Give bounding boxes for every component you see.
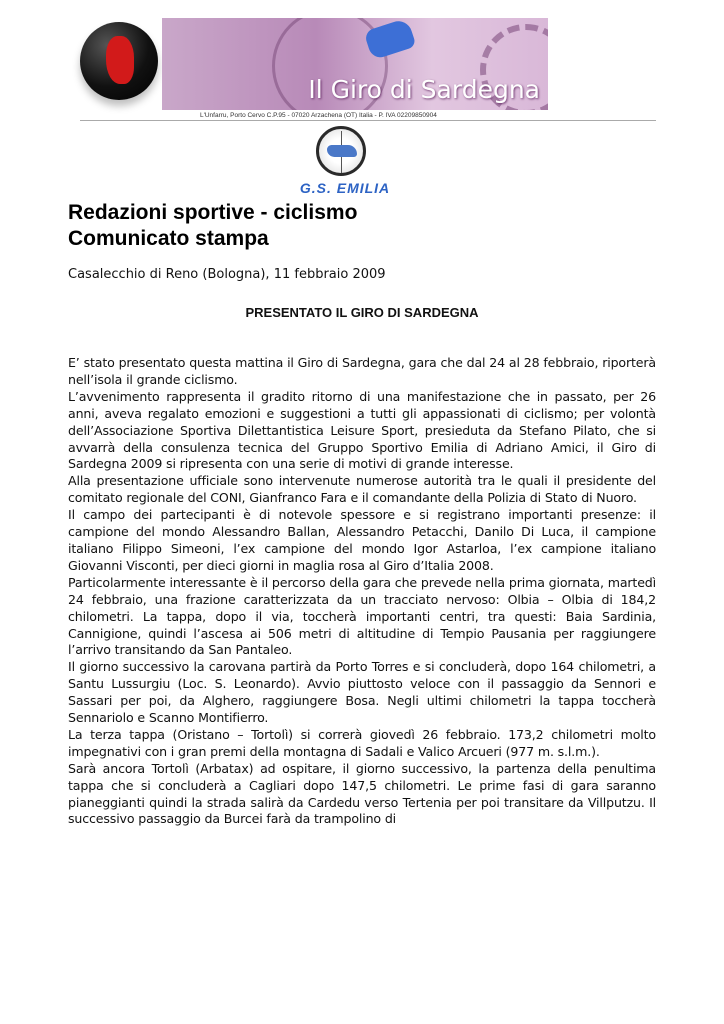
headline [68, 200, 357, 252]
cyclist-glove-icon [363, 18, 416, 60]
dateline: Casalecchio di Reno (Bologna), 11 febbraio 2009 [68, 267, 386, 282]
club-logo-text: G.S. EMILIA [299, 180, 391, 196]
sardinia-island-icon [106, 36, 134, 84]
paragraph: Il campo dei partecipanti è di notevole spessore e si registrano importanti presenze: il campione del mondo Alessandro Ballan, Alessandro Petacchi, Danilo Di Luca, il campione italiano Filippo Simeoni, l’ex campione del mondo Igor Astarloa, l’ex campione italiano Giovanni Visconti, per dieci giorni in maglia rosa al Giro d’Italia 2008. [68, 507, 656, 573]
headline-line-1: Redazioni sportive - ciclismo [68, 201, 358, 224]
letterhead [80, 18, 656, 122]
paragraph: Sarà ancora Tortolì (Arbatax) ad ospitare, il giorno successivo, la partenza della penultima tappa che si concluderà a Cagliari dopo 147,5 chilometri. Le prime fasi di gara saranno pianeggianti quindi la strada salirà da Cardedu verso Tertenia per poi transitare da Villputzu. Il successivo passaggio da Burcei farà da trampolino di [68, 760, 656, 827]
paragraph: La terza tappa (Oristano – Tortolì) si correrà giovedì 26 febbraio. 173,2 chilometri molto impegnativi con i gran premi della montagna di Sadali e Valico Arcueri (977 m. s.l.m.). [68, 726, 656, 759]
banner-image [162, 18, 548, 110]
sardinia-logo [80, 22, 158, 100]
body-text [68, 355, 656, 828]
paragraph: Alla presentazione ufficiale sono intervenute numerose autorità tra le quali il presidente del comitato regionale del CONI, Gianfranco Fara e il comandante della Polizia di Stato di Nuoro. [68, 473, 656, 506]
letterhead-address: L'Unfarru, Porto Cervo C.P.95 - 07020 Arzachena (OT) Italia - P. IVA 02209850904 [200, 112, 437, 119]
press-release-title: PRESENTATO IL GIRO DI SARDEGNA [245, 305, 479, 320]
paragraph: E’ stato presentato questa mattina il Giro di Sardegna, gara che dal 24 al 28 febbraio, riporterà nell’isola il grande ciclismo. [68, 355, 656, 387]
paragraph: Il giorno successivo la carovana partirà da Porto Torres e si concluderà, dopo 164 chilometri, a Santu Lussurgiu (Loc. S. Leonardo). Avvio piuttosto veloce con il passaggio da Sennori e Sassari per poi, da Alghero, raggiungere Bosa. Negli ultimi chilometri la tappa toccherà Sennariolo e Scanno Montifierro. [68, 659, 656, 726]
paragraph: L’avvenimento rappresenta il gradito ritorno di una manifestazione che in passato, per 26 anni, aveva regalato emozioni e suggestioni a tutti gli appassionati di ciclismo; per volontà dell’Associazione Sportiva Dilettantistica Leisure Sport, presieduta da Stefano Pilato, che si avvarrà della consulenza tecnica del Gruppo Sportivo Emilia di Adriano Amici, il Giro di Sardegna 2009 si ripresenta con una serie di motivi di grande interesse. [68, 388, 656, 472]
banner-title: Il Giro di Sardegna [308, 75, 540, 104]
headline-line-2: Comunicato stampa [68, 227, 269, 250]
paragraph: Particolarmente interessante è il percorso della gara che prevede nella prima giornata, martedì 24 febbraio, una frazione caratterizzata da un tracciato nervoso: Olbia – Olbia di 184,2 chilometri. La tappa, dopo il via, toccherà importanti centri, tra questi: Baia Sardinia, Cannigione, quindi l’ascesa ai 506 metri di altitudine di Tempio Pausania per raggiungere l’arrivo transitando da San Pantaleo. [68, 574, 656, 658]
club-wheel-icon [316, 126, 366, 176]
club-logo [290, 126, 400, 198]
header-divider [80, 120, 656, 121]
region-map-icon [327, 145, 357, 157]
